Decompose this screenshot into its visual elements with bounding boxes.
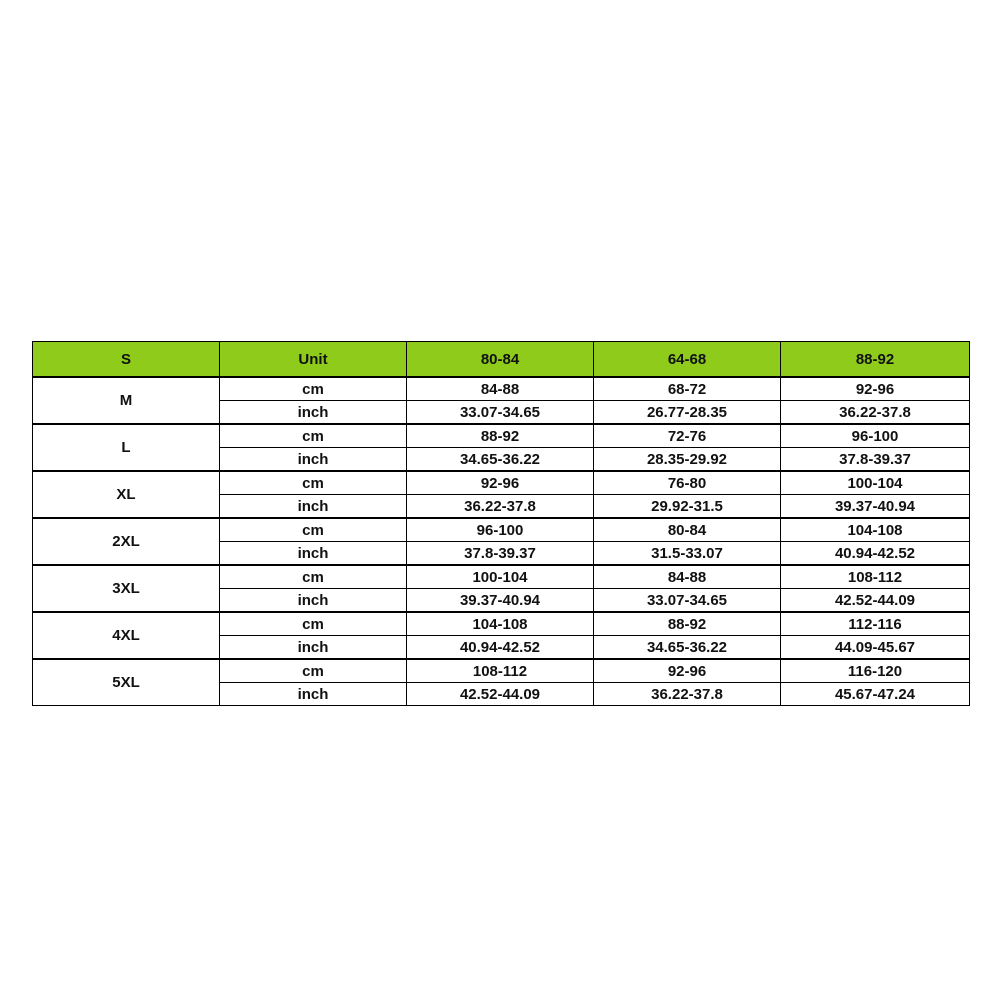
unit-cell: inch [220, 636, 407, 660]
unit-cell: cm [220, 612, 407, 636]
value-cell: 88-92 [594, 612, 781, 636]
value-cell: 26.77-28.35 [594, 401, 781, 425]
value-cell: 33.07-34.65 [407, 401, 594, 425]
size-chart-table [32, 341, 970, 706]
size-label-cell: L [33, 424, 220, 471]
size-label-cell: 3XL [33, 565, 220, 612]
unit-cell: cm [220, 471, 407, 495]
table-row [33, 612, 970, 636]
size-label-cell: M [33, 377, 220, 424]
value-cell: 37.8-39.37 [781, 448, 970, 472]
value-cell: 29.92-31.5 [594, 495, 781, 519]
value-cell: 92-96 [594, 659, 781, 683]
table-row [33, 518, 970, 542]
value-cell: 44.09-45.67 [781, 636, 970, 660]
value-cell: 42.52-44.09 [781, 589, 970, 613]
value-cell: 40.94-42.52 [407, 636, 594, 660]
table-row [33, 471, 970, 495]
value-cell: 31.5-33.07 [594, 542, 781, 566]
unit-cell: cm [220, 377, 407, 401]
value-cell: 42.52-44.09 [407, 683, 594, 706]
value-cell: 40.94-42.52 [781, 542, 970, 566]
value-cell: 96-100 [407, 518, 594, 542]
table-header [33, 342, 970, 378]
value-cell: 33.07-34.65 [594, 589, 781, 613]
value-cell: 84-88 [407, 377, 594, 401]
value-cell: 37.8-39.37 [407, 542, 594, 566]
value-cell: 92-96 [781, 377, 970, 401]
unit-cell: cm [220, 659, 407, 683]
table-row [33, 565, 970, 589]
unit-cell: inch [220, 683, 407, 706]
value-cell: 108-112 [407, 659, 594, 683]
size-label-cell: 2XL [33, 518, 220, 565]
value-cell: 34.65-36.22 [594, 636, 781, 660]
header-cell-size: S [33, 342, 220, 378]
value-cell: 39.37-40.94 [407, 589, 594, 613]
unit-cell: inch [220, 495, 407, 519]
header-cell-measure-3: 88-92 [781, 342, 970, 378]
value-cell: 88-92 [407, 424, 594, 448]
size-label-cell: 5XL [33, 659, 220, 706]
value-cell: 45.67-47.24 [781, 683, 970, 706]
value-cell: 36.22-37.8 [407, 495, 594, 519]
header-cell-unit: Unit [220, 342, 407, 378]
value-cell: 96-100 [781, 424, 970, 448]
value-cell: 72-76 [594, 424, 781, 448]
value-cell: 84-88 [594, 565, 781, 589]
unit-cell: cm [220, 518, 407, 542]
size-label-cell: 4XL [33, 612, 220, 659]
value-cell: 28.35-29.92 [594, 448, 781, 472]
header-cell-measure-2: 64-68 [594, 342, 781, 378]
value-cell: 104-108 [407, 612, 594, 636]
unit-cell: cm [220, 565, 407, 589]
unit-cell: inch [220, 589, 407, 613]
table-row [33, 424, 970, 448]
header-row [33, 342, 970, 378]
value-cell: 100-104 [781, 471, 970, 495]
value-cell: 39.37-40.94 [781, 495, 970, 519]
unit-cell: inch [220, 401, 407, 425]
table-row [33, 377, 970, 401]
value-cell: 34.65-36.22 [407, 448, 594, 472]
unit-cell: cm [220, 424, 407, 448]
value-cell: 100-104 [407, 565, 594, 589]
value-cell: 36.22-37.8 [594, 683, 781, 706]
value-cell: 92-96 [407, 471, 594, 495]
value-cell: 116-120 [781, 659, 970, 683]
value-cell: 112-116 [781, 612, 970, 636]
value-cell: 36.22-37.8 [781, 401, 970, 425]
size-label-cell: XL [33, 471, 220, 518]
table-body [33, 377, 970, 706]
unit-cell: inch [220, 448, 407, 472]
value-cell: 104-108 [781, 518, 970, 542]
unit-cell: inch [220, 542, 407, 566]
header-cell-measure-1: 80-84 [407, 342, 594, 378]
value-cell: 80-84 [594, 518, 781, 542]
value-cell: 68-72 [594, 377, 781, 401]
table-row [33, 659, 970, 683]
value-cell: 108-112 [781, 565, 970, 589]
value-cell: 76-80 [594, 471, 781, 495]
